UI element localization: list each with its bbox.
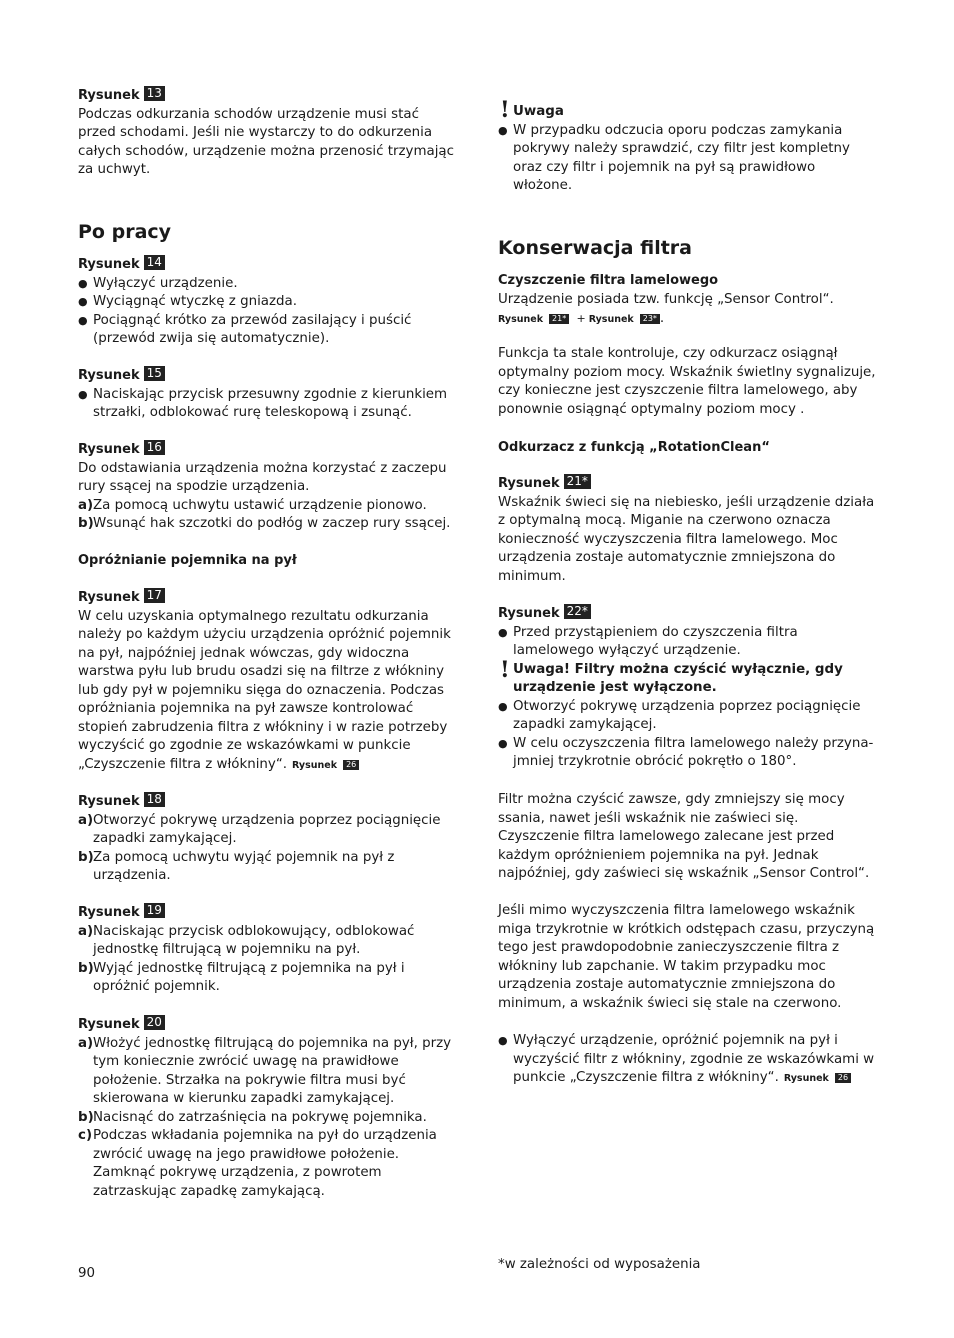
paragraph: Jeśli mimo wyczyszczenia filtra lamelowego wskaźnik miga trzykrotnie w krótkich odstępach czasu, przyczyną tego jest prawdopodobnie zanieczyszczenie filtra z włókniny lub zapchanie. W takim przypadku moc urządzenia zostaje automatycznie zmniejszona do minimum, a wskaźnik świeci się stale na czerwono. [498,903,875,1011]
paragraph: Urządzenie posiada tzw. funkcję „Sensor Control“. [498,291,834,307]
bullet-icon: ● [498,699,508,713]
figure-label: Rysunek [498,476,560,491]
section-fig22 [498,604,878,772]
bullet-icon: ● [78,295,88,308]
list-item: b) Wyjąć jednostkę filtrującą z pojemnika na pył i opróżnić pojemnik. [78,960,405,994]
list-item: ● Otworzyć pokrywę urządzenia poprzez pociągnięcie zapadki zamykającej. [498,698,861,732]
section-czyszczenie [498,272,878,330]
exclamation-icon: ! [500,656,510,683]
section-heading: Konserwacja filtra [498,237,692,259]
figure-number-badge: 15 [144,366,165,381]
list-item: b) Nacisnąć do zatrzaśnięcia na pokrywę pojemnika. [78,1109,427,1125]
figure-number-badge: 13 [144,86,165,101]
figure-number-badge: 16 [144,440,165,455]
figure-number-badge: 22* [564,604,591,619]
figure-label: Rysunek [78,368,140,383]
bullet-icon: ● [78,387,88,401]
subheading: Odkurzacz z funkcją „RotationClean“ [498,440,770,455]
figure-label: Rysunek [78,905,140,920]
figure-reference-label: Rysunek [498,314,544,325]
list-item: ● W celu oczyszczenia filtra lamelowego należy przynajmniej trzykrotnie obrócić pokrętło o 180°. [498,735,874,769]
bullet-icon: ● [498,736,508,750]
figure-number-badge: 18 [144,792,165,807]
section-heading: Po pracy [78,221,172,243]
figure-number-badge: 19 [144,903,165,918]
figure-label: Rysunek [78,1017,140,1032]
bullet-icon: ● [78,313,88,327]
section-fig15 [78,366,458,423]
section-fig19 [78,903,458,997]
subheading: Opróżnianie pojemnika na pył [78,553,297,568]
figure-label: Rysunek [78,442,140,457]
list-item: b) Wsunąć hak szczotki do podłóg w zaczep rury ssącej. [78,516,451,531]
list-item: a) Włożyć jednostkę filtrującą do pojemnika na pył, przy tym koniecznie zwrócić uwagę na prawidłowe położenie. Strzałka na pokrywie filtra musi być skierowana w kierunku zapadki zamykającej. [78,1035,452,1106]
figure-reference-label: Rysunek [588,314,634,325]
subheading-oproznianie [78,552,458,571]
figure-label: Rysunek [78,590,140,605]
bullet-icon: ● [498,123,508,137]
list-item: ● Pociągnąć krótko za przewód zasilający i puścić (przewód zwija się automatycznie). [78,312,412,346]
section-final-item [498,1032,878,1088]
list-item: c) Podczas wkładania pojemnika na pył do urządzenia zwrócić uwagę na jego prawidłowe położenie. Zamknąć pokrywę urządzenia, z powrotem zatrzaskując zapadkę zamykającą. [78,1128,437,1199]
paragraph-jesli [498,902,878,1013]
figure-label: Rysunek [78,794,140,809]
paragraph: Filtr można czyścić zawsze, gdy zmniejszy się mocy ssania, nawet jeśli wskaźnik nie zaświeci się. Czyszczenie filtra lamelowego zalecane jest przed każdym opróżnieniem pojemnika na pył. Jednak najpóźniej, gdy zaświeci się wskaźnik „Sensor Control“. [498,792,870,881]
list-item: ● Przed przystąpieniem do czyszczenia filtra lamelowego wyłączyć urządzenie. [498,624,798,658]
section-fig14 [78,255,458,349]
figure-number-badge: 14 [144,255,165,270]
list-item: ● Wyciągnąć wtyczkę z gniazda. [78,293,458,312]
paragraph: W celu uzyskania optymalnego rezultatu odkurzania należy po każdym użyciu urządzenia opróżnić pojemnik na pył, najpóźniej jednak wówczas, gdy widoczna warstwa pyłu lub brudu osadzi się na filtrze z włókniny lub gdy pył w pojemniku sięga do oznaczenia. Podczas opróżniania pojemnika na pył zawsze kontrolować stopień zabrudzenia filtra z włókniny i w razie potrzeby wyczyścić go zgodnie ze wskazówkami w punkcie „Czyszczenie filtra z włókniny“. Rysunek 26 [78,608,458,775]
figure-number-badge: 17 [144,588,165,603]
warning-uwaga [498,97,878,196]
page-number: 90 [78,1266,96,1281]
section-fig17 [78,588,458,775]
footnote: *w zależności od wyposażenia [498,1257,701,1272]
list-item: a) Naciskając przycisk odblokowujący, odblokować jednostkę filtrującą w pojemniku na pył. [78,923,415,957]
figure-reference-line: Rysunek 21* + Rysunek 23* . [498,311,665,326]
figure-reference-badge: 21* [549,314,569,324]
list-item: ● Wyłączyć urządzenie, opróżnić pojemnik na pył i wyczyścić filtr z włókniny, zgodnie ze wskazówkami w punkcie „Czyszczenie filtra z włókniny“. Rysunek 26 [498,1032,878,1088]
list-item: a) Otworzyć pokrywę urządzenia poprzez pociągnięcie zapadki zamykającej. [78,812,441,846]
figure-reference-label: Rysunek [292,759,338,771]
section-fig20 [78,1015,458,1201]
bullet-icon: ● [498,625,508,639]
figure-reference-label: Rysunek [783,1073,829,1084]
figure-reference-badge: 26 [835,1073,851,1083]
warning-title: Uwaga [513,104,564,119]
section-fig21 [498,474,878,586]
list-item: ● W przypadku odczucia oporu podczas zamykania pokrywy należy sprawdzić, czy filtr jest kompletny oraz czy filtr i pojemnik na pył są prawidłowo włożone. [498,122,850,193]
subheading-rotation [498,439,878,458]
bullet-icon: ● [78,276,88,290]
figure-reference-badge: 26 [343,760,359,770]
figure-label: Rysunek [78,88,140,103]
paragraph: Do odstawiania urządzenia można korzystać z zaczepu rury ssącej na spodzie urządzenia. [78,460,447,494]
warning-item: ! Uwaga! Filtry można czyścić wyłącznie, gdy urządzenie jest wyłączone. [500,656,843,695]
section-fig13 [78,86,458,180]
paragraph-filtr [498,791,878,884]
figure-label: Rysunek [78,257,140,272]
section-fig16 [78,440,458,534]
paragraph: Wskaźnik świeci się na niebiesko, jeśli urządzenie działa z optymalną mocą. Miganie na czerwono oznacza konieczność wyczyszczenia filtra lamelowego. Moc urządzenia zostaje automatycznie zmniejszona do minimum. [498,494,875,584]
paragraph: Funkcja ta stale kontroluje, czy odkurzacz osiągnął optymalny poziom mocy. Wskaźnik świetlny sygnalizuje, czy konieczne jest czyszczenie filtra lamelowego, aby ponownie osiągnąć optymalny poziom mocy . [498,346,876,417]
heading-po-pracy [78,220,458,244]
list-item: ● Wyłączyć urządzenie. [78,275,458,294]
section-fig18 [78,792,458,886]
figure-number-badge: 21* [564,474,591,489]
list-item: b) Za pomocą uchwytu wyjąć pojemnik na pył z urządzenia. [78,849,395,883]
list-item: a) Za pomocą uchwytu ustawić urządzenie pionowo. [78,497,427,513]
subheading: Czyszczenie filtra lamelowego [498,273,719,288]
exclamation-icon: ! [500,97,510,123]
figure-number-badge: 20 [144,1015,165,1030]
bullet-icon: ● [498,1034,508,1047]
paragraph: Podczas odkurzania schodów urządzenie musi stać przed schodami. Jeśli nie wystarczy to do odkurzenia całych schodów, urządzenie można przenosić trzymając za uchwyt. [78,106,455,177]
figure-reference-badge: 23* [640,314,660,324]
figure-label: Rysunek [498,606,560,621]
paragraph-funkcja [498,345,878,419]
heading-konserwacja [498,236,878,260]
list-item: ● Naciskając przycisk przesuwny zgodnie z kierunkiem strzałki, odblokować rurę teleskopową i zsunąć. [78,386,448,420]
